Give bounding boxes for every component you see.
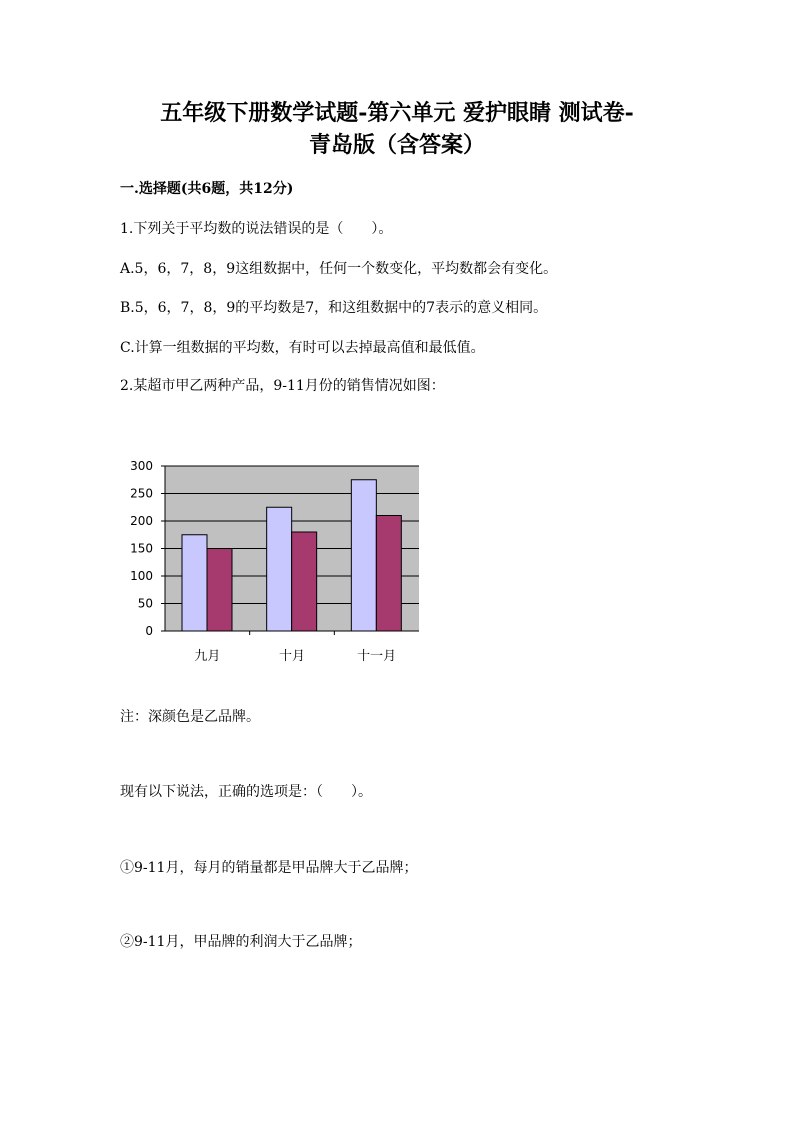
x-tick-label: 十一月 (357, 649, 397, 664)
bar (292, 532, 317, 631)
q2-statement-2: ②9-11月，甲品牌的利润大于乙品牌； (120, 934, 362, 950)
y-tick-label: 50 (137, 596, 153, 611)
q2-stem: 2.某超市甲乙两种产品，9-11月份的销售情况如图： (120, 378, 445, 394)
y-tick-label: 200 (130, 514, 153, 528)
bar (351, 480, 376, 631)
q2-statement-1: ①9-11月，每月的销量都是甲品牌大于乙品牌； (120, 860, 418, 876)
q1-option-a: A.5，6，7，8，9这组数据中，任何一个数变化，平均数都会有变化。 (120, 261, 558, 277)
y-tick-label: 0 (145, 624, 153, 638)
x-tick-label: 九月 (194, 649, 221, 664)
y-tick-label: 150 (130, 541, 153, 556)
q2-note: 注：深颜色是乙品牌。 (120, 709, 260, 725)
bar (267, 507, 292, 631)
y-tick-label: 250 (130, 486, 153, 501)
sales-bar-chart (110, 452, 440, 672)
doc-title-line2: 青岛版（含答案） (308, 132, 485, 158)
q1-option-c: C.计算一组数据的平均数，有时可以去掉最高值和最低值。 (120, 340, 485, 356)
q2-prompt: 现有以下说法，正确的选项是：（ ）。 (120, 784, 372, 800)
x-tick-label: 十月 (278, 649, 306, 664)
q1-stem: 1.下列关于平均数的说法错误的是（ ）。 (120, 221, 393, 237)
bar (376, 516, 401, 632)
y-tick-label: 100 (130, 569, 153, 583)
y-tick-label: 300 (130, 459, 153, 473)
section-heading: 一.选择题(共6题，共12分) (120, 181, 294, 197)
q1-option-b: B.5，6，7，8，9的平均数是7，和这组数据中的7表示的意义相同。 (120, 300, 548, 316)
bar (182, 535, 207, 631)
doc-title-line1: 五年级下册数学试题-第六单元 爱护眼睛 测试卷- (160, 100, 634, 126)
bar (207, 549, 232, 632)
